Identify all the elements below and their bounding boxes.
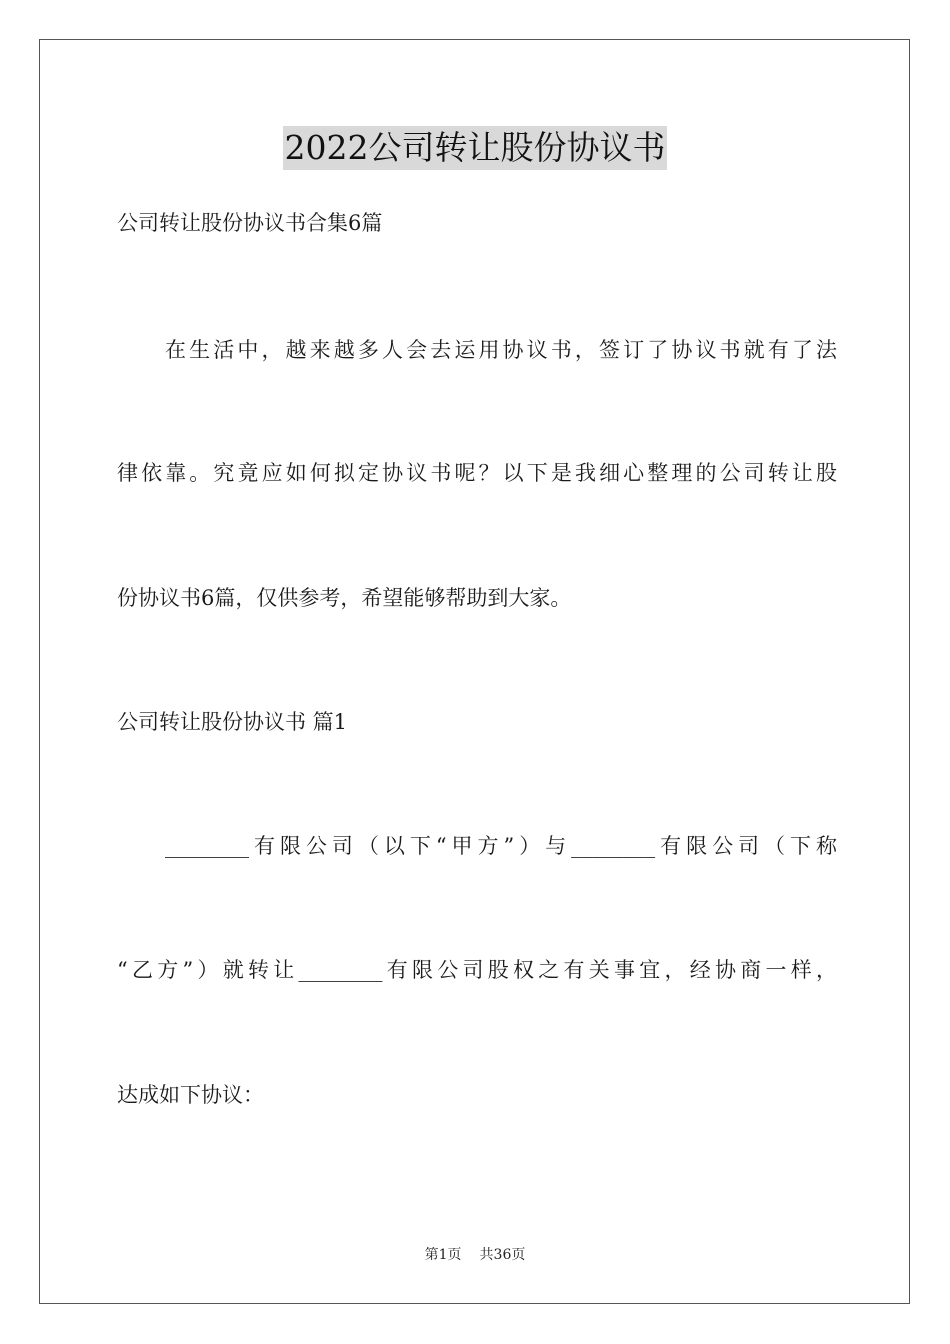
document-title: 2022公司转让股份协议书 xyxy=(283,126,668,170)
page-total: 共36页 xyxy=(479,1247,526,1263)
intro-line-3: 份协议书6篇，仅供参考，希望能够帮助到大家。 xyxy=(117,586,572,610)
intro-line-2: 律依靠。究竟应如何拟定协议书呢？以下是我细心整理的公司转让股 xyxy=(117,461,837,485)
section-line-3: 达成如下协议： xyxy=(117,1083,264,1107)
section-line-2: “乙方”）就转让________有限公司股权之有关事宜，经协商一样， xyxy=(117,958,837,982)
title-container xyxy=(0,126,950,170)
section-line-1: ________有限公司（以下“甲方”）与________有限公司（下称 xyxy=(165,834,837,858)
page-number: 第1页 xyxy=(424,1247,462,1263)
document-subtitle: 公司转让股份协议书合集6篇 xyxy=(117,211,383,235)
intro-line-1: 在生活中，越来越多人会去运用协议书，签订了协议书就有了法 xyxy=(165,338,837,362)
page-footer xyxy=(0,1245,950,1265)
section-heading: 公司转让股份协议书 篇1 xyxy=(117,710,348,734)
